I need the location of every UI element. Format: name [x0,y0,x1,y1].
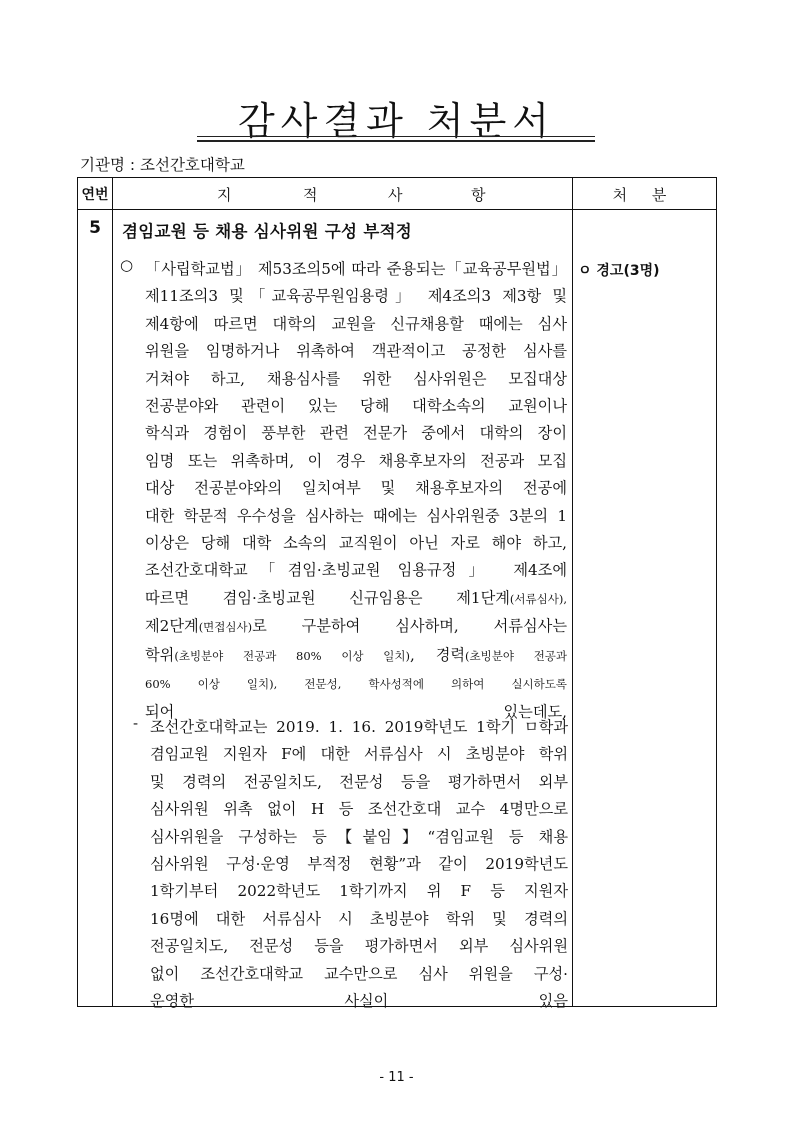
text-line: 이상은 당해 대학 소속의 교직원이 아닌 자로 해야 하고, [145,534,567,553]
finding-paragraph-1 [145,256,567,726]
header-number: 연번 [81,187,109,203]
text-line: 심사위원 구성·운영 부적정 현황”과 같이 2019학년도 [150,855,568,874]
text-line: 전공분야와 관련이 있는 당해 대학소속의 교원이나 [145,397,567,416]
column-divider [572,178,573,1006]
text-line: 위원을 임명하거나 위촉하여 객관적이고 공정한 심사를 [145,342,567,361]
small-note: (초빙분야 전공과 [465,648,567,663]
text-segment: , 경력 [409,645,466,664]
header-char: 적 [303,186,318,204]
small-note: (서류심사), [509,591,567,606]
finding-title: 겸임교원 등 채용 심사위원 구성 부적정 [122,222,413,241]
small-note: (면접심사) [198,620,253,635]
text-line: 제11조의3 및「교육공무원임용령」 제4조의3 제3항 및 [145,287,567,306]
small-note: 60% 이상 일치), 전문성, 학사성적에 의하여 실시하도록 [145,677,567,692]
finding-paragraph-2 [150,714,568,1015]
text-line [145,642,567,670]
text-line: 거쳐야 하고, 채용심사를 위한 심사위원은 모집대상 [145,369,567,388]
small-note: (초빙분야 전공과 80% 이상 일치) [174,648,410,663]
document-title: 감사결과 처분서 [237,99,556,143]
text-line: 심사위원을 구성하는 등【붙임】“겸임교원 등 채용 [150,827,568,846]
header-char: 사 [388,186,403,204]
text-line: 없이 조선간호대학교 교수만으로 심사 위원을 구성· [150,964,568,983]
text-line [145,585,567,613]
text-line: 임명 또는 위촉하며, 이 경우 채용후보자의 전공과 모집 [145,451,567,470]
text-line: 되어 있는데도, [145,702,567,721]
text-segment: 로 구분하여 심사하며, 서류심사는 [252,617,567,636]
text-line: 대한 학문적 우수성을 심사하는 때에는 심사위원중 3분의 1 [145,506,567,525]
circle-bullet: ○ [120,256,134,274]
title-underline [197,136,595,137]
text-line: 학식과 경험이 풍부한 관련 전문가 중에서 대학의 장이 [145,424,567,443]
table-header [78,178,716,210]
header-char: 항 [471,186,486,204]
audit-table [77,177,717,1011]
text-segment: 제2단계 [145,617,199,636]
text-line: 전공일치도, 전문성 등을 평가하면서 외부 심사위원 [150,937,568,956]
text-line: 심사위원 위촉 없이 H 등 조선간호대 교수 4명만으로 [150,800,568,819]
text-line: 16명에 대한 서류심사 시 초빙분야 학위 및 경력의 [150,909,568,928]
text-line: 겸임교원 지원자 F에 대한 서류심사 시 초빙분야 학위 [150,745,568,764]
page-number: - 11 - [379,1070,414,1085]
dash-bullet: - [133,714,139,732]
text-line: 운영한 사실이 있음 [150,992,568,1011]
text-line: 및 경력의 전공일치도, 전문성 등을 평가하면서 외부 [150,772,568,791]
title-underline-thick [197,140,595,142]
text-line [145,670,567,698]
title-wrap [0,90,793,147]
disposition-text: ㅇ 경고(3명) [578,263,660,279]
header-disposition: 처 분 [612,186,677,204]
text-line: 제4항에 따르면 대학의 교원을 신규채용할 때에는 심사 [145,314,567,333]
text-segment: 따르면 겸임·초빙교원 신규임용은 제1단계 [145,588,510,607]
row-number: 5 [89,218,101,238]
header-char: 지 [217,186,232,204]
agency-name: 기관명 : 조선간호대학교 [80,156,245,174]
column-divider [112,178,113,1006]
text-line: 조선간호대학교「겸임·초빙교원 임용규정」 제4조에 [145,561,567,580]
text-segment: 학위 [145,645,175,664]
text-line: 1학기부터 2022학년도 1학기까지 위 F 등 지원자 [150,882,568,901]
text-line [145,613,567,641]
text-line: 대상 전공분야와의 일치여부 및 채용후보자의 전공에 [145,479,567,498]
text-line: 「사립학교법」 제53조의5에 따라 준용되는「교육공무원법」 [145,260,567,278]
text-line: 조선간호대학교는 2019. 1. 16. 2019학년도 1학기 ㅁ학과 [150,718,568,736]
